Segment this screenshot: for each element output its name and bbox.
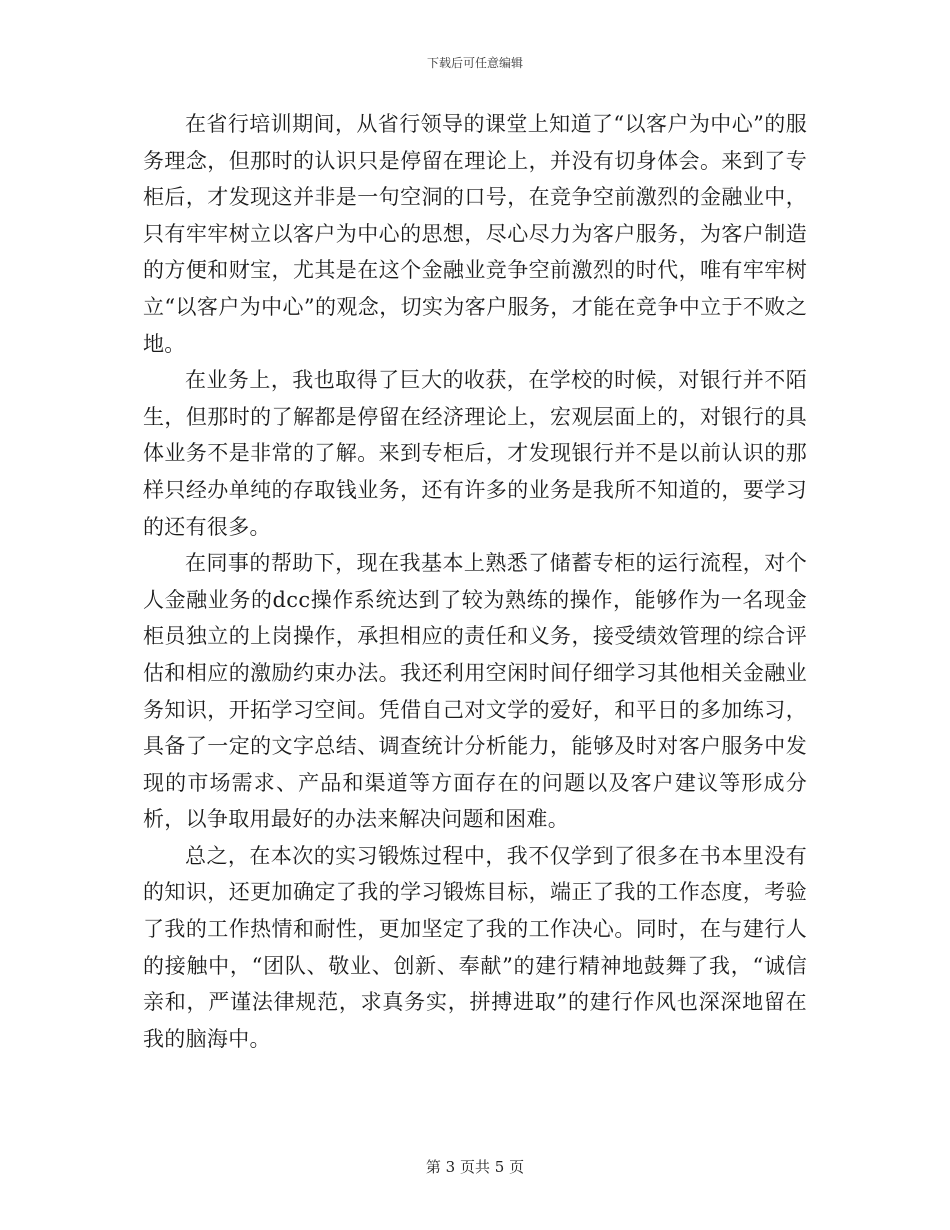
paragraph-customer-centric: 在省行培训期间，从省行领导的课堂上知道了“以客户为中心”的服务理念，但那时的认识只是停留在理论上，并没有切身体会。来到了专柜后，才发现这并非是一句空洞的口号，在竞争空前激烈的金融业中，只有牢牢树立以客户为中心的思想，尽心尽力为客户服务，为客户制造的方便和财宝，尤其是在这个金融业竞争空前激烈的时代，唯有牢牢树立“以客户为中心”的观念，切实为客户服务，才能在竞争中立于不败之地。 [143,112,807,356]
document-body [143,106,807,1057]
page-header: 下载后可任意编辑 [426,56,523,70]
paragraph-colleague-help: 在同事的帮助下，现在我基本上熟悉了储蓄专柜的运行流程，对个人金融业务的dcc操作系统达到了较为熟练的操作，能够作为一名现金柜员独立的上岗操作，承担相应的责任和义务，接受绩效管理的综合评估和相应的激励约束办法。我还利用空闲时间仔细学习其他相关金融业务知识，开拓学习空间。凭借自己对文学的爱好，和平日的多加练习，具备了一定的文字总结、调查统计分析能力，能够及时对客户服务中发现的市场需求、产品和渠道等方面存在的问题以及客户建议等形成分析，以争取用最好的办法来解决问题和困难。 [143,551,807,832]
page-number: 第 3 页共 5 页 [425,1158,525,1176]
paragraph-business-gains: 在业务上，我也取得了巨大的收获，在学校的时候，对银行并不陌生，但那时的了解都是停留在经济理论上，宏观层面上的，对银行的具体业务不是非常的了解。来到专柜后，才发现银行并不是以前认识的那样只经办单纯的存取钱业务，还有许多的业务是我所不知道的，要学习的还有很多。 [143,368,807,539]
paragraph-conclusion: 总之，在本次的实习锻炼过程中，我不仅学到了很多在书本里没有的知识，还更加确定了我的学习锻炼目标，端正了我的工作态度，考验了我的工作热情和耐性，更加坚定了我的工作决心。同时，在与建行人的接触中，“团队、敬业、创新、奉献”的建行精神地鼓舞了我，“诚信亲和，严谨法律规范，求真务实，拼搏进取”的建行作风也深深地留在我的脑海中。 [143,843,807,1051]
